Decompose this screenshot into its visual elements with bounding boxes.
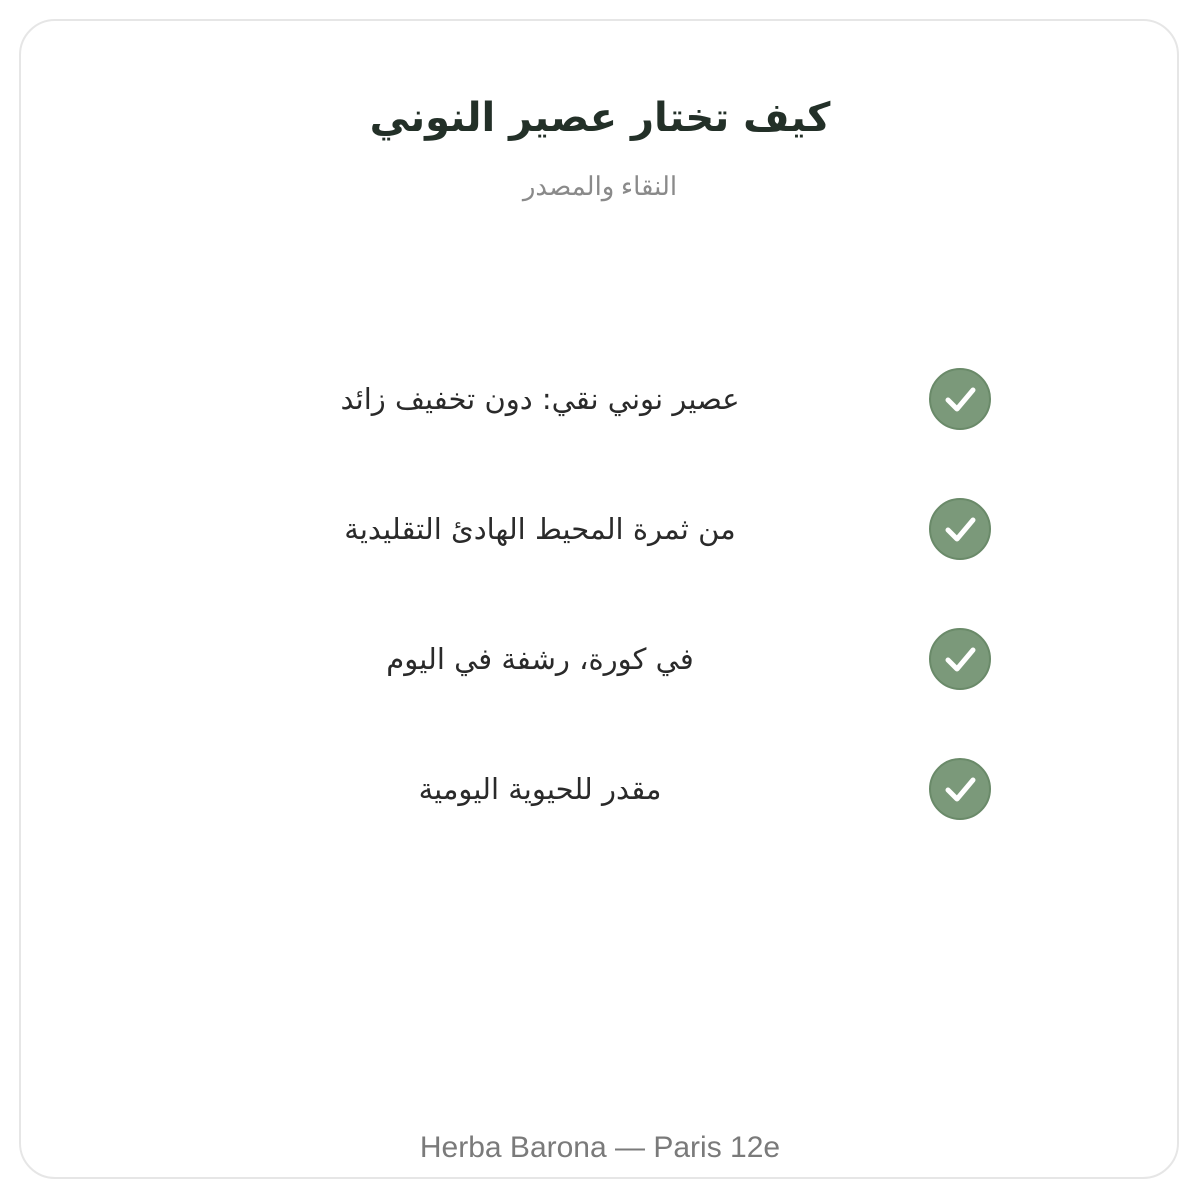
- list-item: [0, 368, 1200, 430]
- check-circle-icon: [929, 628, 991, 690]
- check-circle-icon: [929, 498, 991, 560]
- list-item: [0, 628, 1200, 690]
- page-title: كيف تختار عصير النوني: [369, 95, 831, 141]
- list-item-label: عصير نوني نقي: دون تخفيف زائد: [340, 382, 740, 416]
- footer-text: Herba Barona — Paris 12e: [419, 1131, 781, 1164]
- list-item-label: مقدر للحيوية اليومية: [418, 772, 662, 806]
- check-circle-icon: [929, 758, 991, 820]
- page-subtitle: النقاء والمصدر: [522, 172, 678, 201]
- list-item-label: في كورة، رشفة في اليوم: [386, 642, 694, 676]
- check-circle-icon: [929, 368, 991, 430]
- list-item: [0, 498, 1200, 560]
- list-item-label: من ثمرة المحيط الهادئ التقليدية: [344, 512, 736, 546]
- list-item: [0, 758, 1200, 820]
